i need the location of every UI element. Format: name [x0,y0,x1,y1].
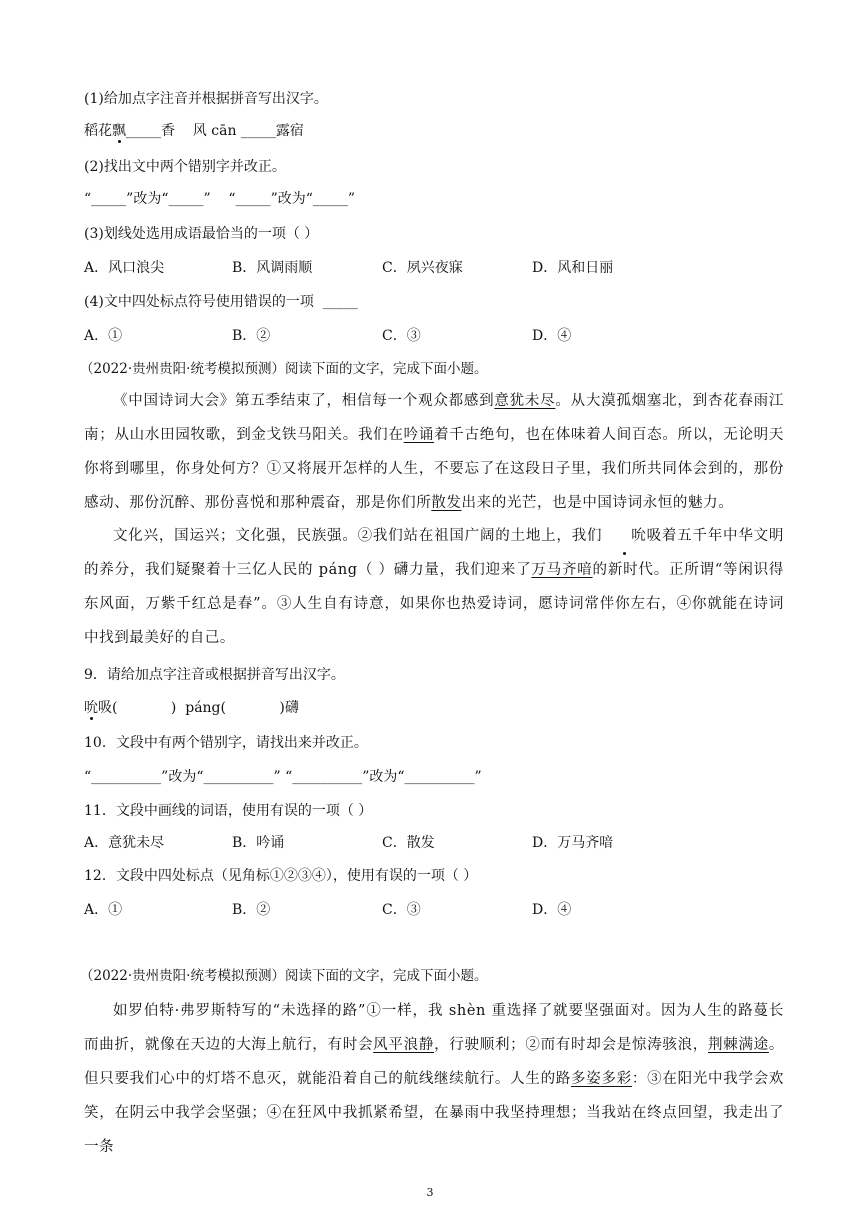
section1-paragraph2 [84,519,784,655]
q9-dotted-char: 吮 [84,700,98,716]
q10-blanks: “__________”改为“__________” “__________”改为“__________” [84,769,482,785]
q1-words [84,121,304,141]
text-run: 如罗伯特·弗罗斯特写的“未选择的路”①一样，我 shèn 重选择了就要坚强面对。因为人生的路蔓长而曲折，就像在天边的大海上航行，有时会 [84,1003,784,1053]
q1-part3-option-b[interactable]: B．风调雨顺 [232,260,313,276]
underlined-phrase: 意犹未尽 [494,393,556,409]
text-run: ，行驶顺利；②而有时却会是惊涛骇浪， [434,1037,709,1053]
page-number: 3 [426,1186,434,1199]
underlined-phrase: 散发 [431,495,462,511]
q1-part4-option-d[interactable]: D．④ [532,328,572,344]
section2-source: （2022·贵州贵阳·统考模拟预测）阅读下面的文字，完成下面小题。 [80,968,488,984]
text-run: 吸着五千年中华文明的养分，我们疑聚着十三亿人民的 páng（ ）礴力量，我们迎来了 [84,528,784,578]
text-run: ：③在阳光中我学会欢笑，在阴云中我学会坚强；④在狂风中我抓紧希望，在暴雨中我坚持理想；当我站在终点回望，我走出了一条 [84,1071,784,1155]
q11-prompt: 11．文段中画线的词语，使用有误的一项（ ） [84,803,373,819]
underlined-phrase: 荆棘满途 [708,1037,769,1053]
q12-option-d[interactable]: D．④ [532,902,572,918]
q11-option-c[interactable]: C．散发 [382,835,435,851]
text-run: 。从大漠孤烟塞北，到杏花春雨江南；从山水田园牧歌，到金戈铁马阳关。我们在 [84,393,785,443]
q1-words-a: 稻花 [84,123,112,139]
underlined-phrase: 风平浪静 [373,1037,435,1053]
q11-option-a[interactable]: A．意犹未尽 [84,835,165,851]
q11-option-d[interactable]: D．万马齐喑 [532,835,614,851]
q9-answer-rest: 吸( ) páng( )礴 [98,700,299,716]
q1-dotted-char: 飘 [112,123,126,139]
q1-part3-option-d[interactable]: D．风和日丽 [532,260,614,276]
q1-part4: (4)文中四处标点符号使用错误的一项 _____ [84,294,358,310]
q1-words-c: _____香 风 cān _____露宿 [126,123,304,139]
underlined-phrase: 多姿多彩 [571,1071,632,1087]
text-run: 文化兴，国运兴；文化强，民族强。②我们站在祖国广阔的土地上，我们 [113,528,603,544]
dotted-char: 吮 [602,519,646,553]
q1-part3-option-a[interactable]: A．风口浪尖 [84,260,165,276]
q9-prompt: 9．请给加点字注音或根据拼音写出汉字。 [84,667,345,683]
q12-option-c[interactable]: C．③ [382,902,421,918]
section2-paragraph1 [84,994,784,1164]
q9-answer [84,698,299,718]
q1-part2: (2)找出文中两个错别字并改正。 [84,159,286,175]
underlined-phrase: 万马齐喑 [531,562,593,578]
q1-part4-option-a[interactable]: A．① [84,328,123,344]
section1-source: （2022·贵州贵阳·统考模拟预测）阅读下面的文字，完成下面小题。 [80,361,488,377]
text-run: 《中国诗词大会》第五季结束了，相信每一个观众都感到 [113,393,495,409]
section1-paragraph1 [84,384,784,520]
text-run: 的新时代。正所谓“等闲识得东风面，万紫千红总是春”。③人生自有诗意，如果你也热爱诗词，愿诗词常伴你左右，④你就能在诗词中找到最美好的自己。 [84,562,785,646]
text-run: 。但只要我们心中的灯塔不息灭，就能沿着自己的航线继续航行。人生的路 [84,1037,785,1087]
q11-option-b[interactable]: B．吟诵 [232,835,285,851]
q1-part4-option-b[interactable]: B．② [232,328,271,344]
q1-part1: (1)给加点字注音并根据拼音写出汉字。 [84,91,328,107]
text-run: 出来的光芒，也是中国诗词永恒的魅力。 [461,495,734,511]
q1-part3: (3)划线处选用成语最恰当的一项（ ） [84,226,319,242]
underlined-phrase: 吟诵 [403,427,435,443]
q1-part4-option-c[interactable]: C．③ [382,328,421,344]
q1-part2-blanks: “_____”改为“_____” “_____”改为“_____” [84,191,356,207]
q1-part3-option-c[interactable]: C．夙兴夜寐 [382,260,463,276]
q12-prompt: 12．文段中四处标点（见角标①②③④），使用有误的一项（ ） [84,868,478,884]
text-run: 着千古绝句，也在体味着人间百态。所以，无论明天你将到哪里，你身处何方？①又将展开怎样的人生，不要忘了在这段日子里，我们所共同体会到的，那份感动、那份沉醉、那份喜悦和那种震奋，那是你们所 [84,427,784,511]
q10-prompt: 10．文段中有两个错别字，请找出来并改正。 [84,735,368,751]
q12-option-a[interactable]: A．① [84,902,123,918]
q12-option-b[interactable]: B．② [232,902,271,918]
